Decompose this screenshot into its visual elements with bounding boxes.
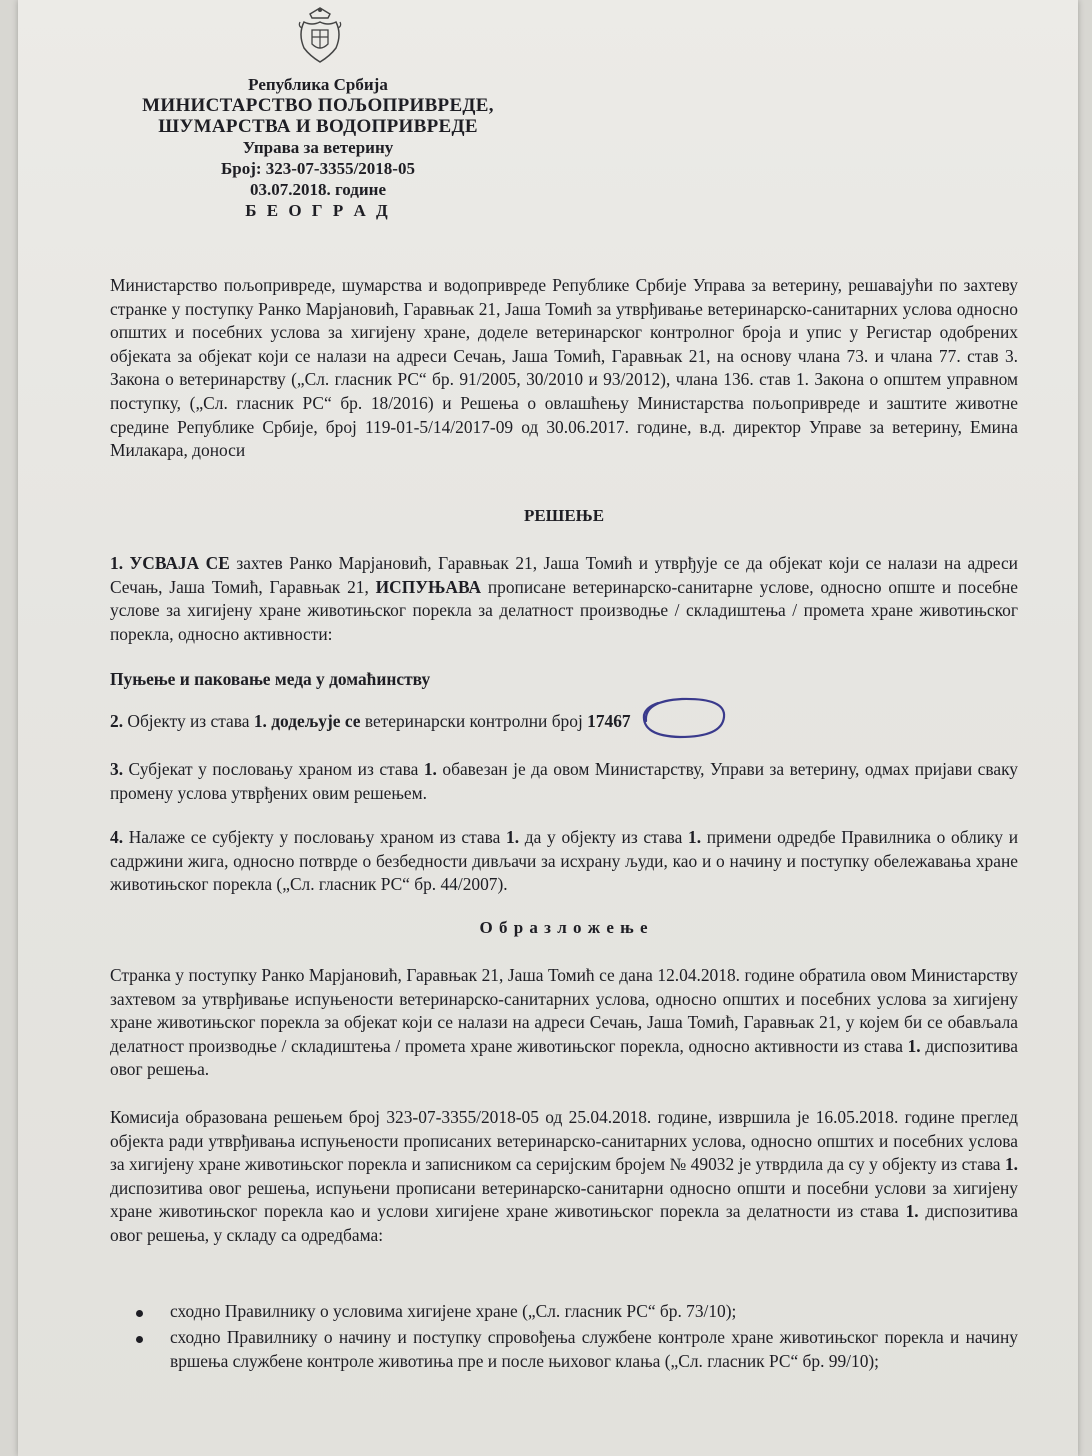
reason-2-text-b: диспозитива овог решења, испуњени прописани ветеринарско-санитарни односно општи и посебни услови за хигијену хране животињског порекла као и услови хигијене хране животињског порекла за делатности из става xyxy=(110,1177,1018,1222)
coat-of-arms-icon xyxy=(296,4,344,66)
bullet-text-2: сходно Правилнику о начину и поступку спровођења службене контроле хране животињског порекла и начину вршења службене контроле животиња пре и после њиховог клања („Сл. гласник РС“ бр. 99/10); xyxy=(170,1327,1018,1371)
item-2-text-a: Објекту из става xyxy=(123,711,254,731)
item-3-number: 3. xyxy=(110,759,124,779)
item-2-number: 2. xyxy=(110,711,124,731)
republic-name: Република Србија xyxy=(248,75,388,94)
bullet-icon xyxy=(136,1336,143,1343)
reason-1-paragraph xyxy=(110,964,1018,1082)
control-number: 17467 xyxy=(587,711,631,731)
department-name: Управа за ветерину xyxy=(242,138,394,157)
document-number: Број: 323-07-3355/2018-05 xyxy=(221,159,415,178)
reason-2-ref-2: 1. xyxy=(905,1201,919,1222)
bullet-text-1: сходно Правилнику о условима хигијене хране („Сл. гласник РС“ бр. 73/10); xyxy=(170,1301,737,1321)
item-3-paragraph xyxy=(110,758,1018,805)
ministry-line-1: МИНИСТАРСТВО ПОЉОПРИВРЕДЕ, xyxy=(142,95,494,116)
item-4-paragraph xyxy=(110,826,1018,897)
item-2-text-b: ветеринарски контролни број xyxy=(360,711,588,731)
activity-line: Пуњење и паковање меда у домаћинству xyxy=(110,669,431,689)
item-4-number: 4. xyxy=(110,827,124,847)
item-3-text-b: обавезан је да овом Министарству, Управи за ветерину, одмах пријави сваку промену услова утврђених овим решењем. xyxy=(110,759,1018,803)
reason-2-paragraph xyxy=(110,1106,1018,1248)
document-date: 03.07.2018. године xyxy=(249,180,387,199)
item-4-ref-1: 1. xyxy=(506,827,520,847)
reasoning-title: О б р а з л о ж е њ е xyxy=(479,918,649,937)
list-item xyxy=(136,1326,1018,1373)
item-1-paragraph xyxy=(110,552,1018,646)
letterhead xyxy=(128,74,508,221)
item-1-text-a: захтев Ранко Марјановић, Гаравњак 21, Јаша Томић и утврђује се да објекат који се налази на адреси Сечањ, Јаша Томић, Гаравњак 21, xyxy=(110,553,1018,597)
item-2-paragraph xyxy=(110,710,1018,734)
document-page xyxy=(18,0,1078,1456)
reason-1-text-b: диспозитива овог решења. xyxy=(110,1035,1018,1080)
intro-paragraph: Министарство пољопривреде, шумарства и водопривреде Републике Србије Управа за ветерину, решавајући по захтеву странке у поступку Ранко Марјановић, Гаравњак 21, Јаша Томић за утврђивање ветеринарско-санитарних услова односно општих и посебних услова за хигијену хране, доделе ветеринарског контролног броја и упис у Регистар одобрених објеката за објекат који се налази на адреси Сечањ, Јаша Томић, Гаравњак 21, на основу члана 73. и члана 77. став 3. Закона о ветеринарству („Сл. гласник РС“ бр. 91/2005, 30/2010 и 93/2012), члана 136. став 1. Закона о општем управном поступку, („Сл. гласник РС“ бр. 18/2016) и Решења о овлашћењу Министарства пољопривреде и заштите животне средине Републике Србије, број 119-01-5/14/2017-09 од 30.06.2017. године, в.д. директор Управе за ветерину, Емина Милакара, доноси xyxy=(110,275,1018,461)
item-4-text-a: Налаже се субјекту у пословању храном из става xyxy=(123,827,507,847)
list-item xyxy=(136,1300,1018,1324)
ministry-line-2: ШУМАРСТВА И ВОДОПРИВРЕДЕ xyxy=(158,116,478,137)
city-name: Б Е О Г Р А Д xyxy=(245,201,391,220)
reason-1-text-a: Странка у поступку Ранко Марјановић, Гаравњак 21, Јаша Томић се дана 12.04.2018. године обратила овом Министарству захтевом за утврђивање испуњености ветеринарско-санитарних услова, односно општих и посебних услова за хигијену хране животињског порекла за објекат који се налази на адреси Сечањ, Јаша Томић, Гаравњак 21, у којем би се обављала делатност производње / складиштења / промета хране животињског порекла, односно активности из става xyxy=(110,965,1018,1056)
item-2-strong: додељује се xyxy=(266,711,361,731)
item-1-lead: УСВАЈА СЕ xyxy=(129,553,230,573)
bullet-icon xyxy=(136,1310,143,1317)
item-1-number: 1. xyxy=(110,553,124,573)
item-2-ref: 1. xyxy=(253,711,267,731)
reason-2-ref-1: 1. xyxy=(1004,1154,1018,1175)
decision-title: РЕШЕЊЕ xyxy=(523,506,605,525)
pen-circle-mark xyxy=(636,693,732,743)
item-3-text-a: Субјекат у пословању храном из става xyxy=(123,759,424,779)
item-3-ref: 1. xyxy=(423,759,437,779)
item-4-text-b: да у објекту из става xyxy=(519,827,689,847)
item-1-text-b: прописане ветеринарско-санитарне услове, односно опште и посебне услове за хигијену хране животињског порекла за делатност производње / складиштења / промета хране животињског порекла, односно активности: xyxy=(110,576,1018,644)
item-4-text-c: примени одредбе Правилника о облику и садржини жига, односно потврде о безбедности дивљачи за исхрану људи, као и о начину и поступку обележавања хране животињског порекла („Сл. гласник РС“ бр. 44/2007). xyxy=(110,827,1019,895)
item-1-strong: ИСПУЊАВА xyxy=(375,576,482,597)
item-4-ref-2: 1. xyxy=(688,827,702,847)
reason-2-text-a: Комисија образована решењем број 323-07-3355/2018-05 од 25.04.2018. године, извршила је 16.05.2018. године преглед објекта ради утврђивања испуњености прописаних ветеринарско-санитарних услова, односно општих и посебних услова за хигијену хране животињског порекла и записником са серијским бројем № 49032 је утврдила да су у објекту из става xyxy=(110,1107,1018,1175)
reason-2-text-c: диспозитива овог решења, у складу са одредбама: xyxy=(110,1201,1018,1245)
reason-1-ref: 1. xyxy=(907,1035,921,1056)
